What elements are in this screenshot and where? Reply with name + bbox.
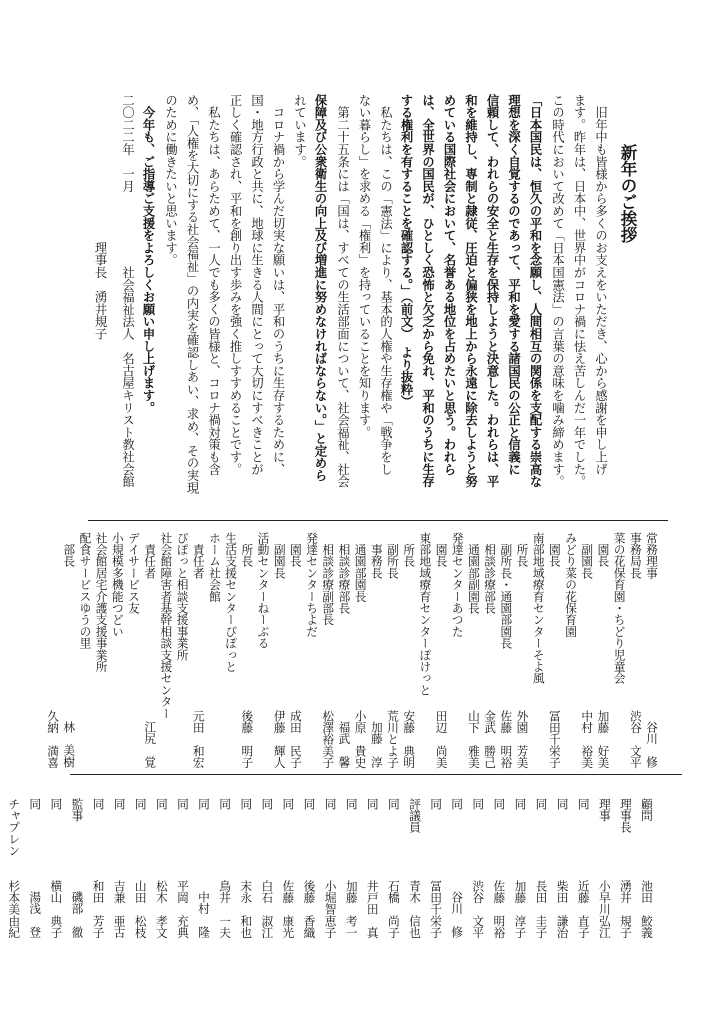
staff-entry bbox=[159, 532, 173, 768]
staff-entry-role: 相談診療部長 bbox=[483, 532, 498, 614]
staff-entry-role: 園長 bbox=[547, 532, 562, 568]
greeting-line: め、「人権を大切にする社会福祉」の内実を確認しあい、求め、その実現 bbox=[185, 94, 199, 494]
board-entry-name: 白石 淑江 bbox=[260, 879, 275, 938]
board-entry-role: 同 bbox=[492, 798, 507, 810]
board-entry bbox=[196, 798, 211, 938]
staff-entry-name: 元田 和宏 bbox=[191, 709, 206, 768]
board-entry-role: 同 bbox=[513, 798, 528, 810]
staff-entry bbox=[466, 532, 480, 768]
board-entry bbox=[512, 798, 527, 938]
board-entry bbox=[6, 798, 21, 938]
staff-entry bbox=[240, 532, 254, 768]
board-entry-role: 監事 bbox=[70, 798, 85, 822]
board-entry bbox=[69, 798, 84, 938]
staff-entry bbox=[304, 532, 318, 768]
greeting-line: 旧年中も皆様から多くのお支えをいただき、心から感謝を申し上げ bbox=[593, 94, 608, 476]
staff-entry bbox=[596, 532, 610, 768]
staff-entry-name: 福武 馨 bbox=[337, 721, 352, 768]
staff-entry-name: 荒川とよ子 bbox=[386, 709, 400, 768]
staff-entry-role: 生活支援センターぴぽっと bbox=[224, 532, 239, 673]
greeting-line: この時代において改めて「日本国憲法」の言葉の意味を噛み締めます。 bbox=[550, 94, 565, 488]
board-entry-role: チャプレン bbox=[7, 798, 22, 857]
staff-entry-name: 加藤 好美 bbox=[596, 709, 611, 768]
board-entry-role: 同 bbox=[302, 798, 317, 810]
greeting-line: 国・地方行政と共に、地球に生きる人間にとって大切にすべきことが bbox=[249, 94, 264, 476]
staff-entry bbox=[580, 532, 594, 768]
staff-entry bbox=[337, 532, 351, 768]
staff-entry-name: 中村 裕美 bbox=[580, 709, 595, 768]
staff-entry bbox=[418, 532, 432, 768]
constitution-quote-line: 「日本国民は、恒久の平和を念願し、人間相互の関係を支配する崇高な bbox=[528, 94, 543, 488]
staff-entry bbox=[288, 532, 302, 768]
board-entry-role: 同 bbox=[175, 798, 190, 810]
staff-entry bbox=[499, 532, 513, 768]
staff-entry-name: 伊藤 輝人 bbox=[272, 709, 287, 768]
greeting-line: 正しく確認され、平和を創り出す歩みを強く推しすすめることです。 bbox=[228, 94, 242, 476]
board-entry-role: 同 bbox=[429, 798, 444, 810]
board-entry-name: 松木 孝文 bbox=[154, 879, 169, 938]
staff-entry-role: 配食サービスゆうの里 bbox=[78, 532, 93, 649]
constitution-quote-line: めている国際社会において、名誉ある地位を占めたいと思う。われら bbox=[442, 94, 457, 476]
greeting-signature bbox=[116, 94, 138, 504]
board-entry-role: 同 bbox=[112, 798, 127, 810]
divider bbox=[88, 520, 668, 521]
staff-entry-role: 事務局長 bbox=[628, 532, 643, 579]
board-entry bbox=[48, 798, 63, 938]
board-entry bbox=[280, 798, 295, 938]
staff-entry bbox=[94, 532, 108, 768]
board-entry bbox=[428, 798, 443, 938]
board-entry-role: 同 bbox=[239, 798, 254, 810]
board-entry-name: 湧井 規子 bbox=[618, 879, 633, 938]
greeting-line: 私たちは、あらためて、一人でも多くの皆様と、コロナ禍対策も含 bbox=[206, 94, 221, 476]
staff-entry-name: 安藤 典明 bbox=[402, 709, 417, 768]
board-entry-role: 理事長 bbox=[618, 798, 633, 834]
staff-entry-role: 小規模多機能つどい bbox=[110, 532, 125, 638]
board-entry-role: 同 bbox=[218, 798, 233, 810]
board-entry bbox=[302, 798, 317, 938]
board-entry bbox=[91, 798, 106, 938]
staff-entry-role: 通園部園長 bbox=[353, 532, 368, 603]
constitution-quote-line: 和を維持し、専制と隷従、圧迫と偏狭を地上から永遠に除去しようと努 bbox=[463, 94, 479, 488]
staff-entry-role: 発達センターちよだ bbox=[305, 532, 320, 638]
board-entry-name: 渋谷 文平 bbox=[471, 879, 486, 938]
board-entry-name: 柴田 謙治 bbox=[555, 879, 570, 938]
constitution-quote-line: は、全世界の国民が、ひとしく恐怖と欠乏から免れ、平和のうちに生存 bbox=[420, 94, 436, 488]
board-entry-name: 小早川弘江 bbox=[597, 879, 612, 938]
board-entry-role: 理事 bbox=[597, 798, 612, 822]
board-entry bbox=[639, 798, 654, 938]
staff-entry-role: 責任者 bbox=[191, 532, 206, 579]
board-entry bbox=[534, 798, 549, 938]
greeting-closing: 今年も、ご指導ご支援をよろしくお願い申し上げます。 bbox=[141, 94, 156, 414]
board-entry bbox=[238, 798, 253, 938]
staff-entry-name: 金武 勝己 bbox=[483, 709, 498, 768]
staff-entry-name: 渋谷 文平 bbox=[628, 709, 643, 768]
greeting-line: れています。 bbox=[292, 94, 307, 168]
board-entry bbox=[470, 798, 485, 938]
board-entry-role: 同 bbox=[197, 798, 212, 810]
staff-entry bbox=[563, 532, 577, 768]
board-entry-name: 佐藤 明裕 bbox=[492, 879, 507, 938]
staff-entry-name: 林 美樹 bbox=[62, 721, 77, 768]
staff-entry-role: 社会館居宅介護支援事業所 bbox=[94, 532, 109, 673]
staff-entry-role: 副所長 bbox=[386, 532, 400, 579]
greeting-line: ます。昨年は、日本中、世界中がコロナ禍に怯え苦しんだ一年でした。 bbox=[572, 94, 586, 488]
staff-entry bbox=[143, 532, 157, 768]
board-entry-role: 同 bbox=[576, 798, 591, 810]
staff-entry-role: 活動センターねーぶる bbox=[256, 532, 271, 649]
staff-entry-role: 副園長 bbox=[580, 532, 595, 579]
board-entry-role: 同 bbox=[323, 798, 338, 810]
staff-entry bbox=[321, 532, 335, 768]
board-entry-name: 近藤 直子 bbox=[576, 879, 591, 938]
staff-entry bbox=[353, 532, 367, 768]
board-entry-name: 杉本美由紀 bbox=[7, 879, 22, 938]
board-entry bbox=[323, 798, 338, 938]
staff-entry bbox=[175, 532, 189, 768]
staff-entry-role: 東部地域療育センターぽけっと bbox=[418, 532, 433, 696]
staff-entry-role: 部長 bbox=[62, 532, 77, 568]
greeting-title: 新年のご挨拶 bbox=[618, 144, 637, 243]
staff-entry bbox=[62, 532, 76, 768]
staff-entry-role: 所長 bbox=[240, 532, 255, 568]
staff-entry-role: みどり菜の花保育園 bbox=[564, 532, 579, 638]
staff-entry-role: 南部地域療育センターそよ風 bbox=[531, 532, 546, 685]
board-entry bbox=[597, 798, 612, 938]
greeting-line: 保障及び公衆衛生の向上及び増進に努めなければならない。」と定めら bbox=[313, 94, 328, 482]
board-entry-role: 顧問 bbox=[640, 798, 654, 822]
board-entry-role: 同 bbox=[344, 798, 359, 810]
staff-entry-role: ホーム社会館 bbox=[207, 532, 222, 603]
staff-entry-role: 所長 bbox=[515, 532, 530, 568]
staff-entry bbox=[402, 532, 416, 768]
board-entry-name: 末永 和也 bbox=[239, 879, 254, 938]
board-entry-name: 加藤 考一 bbox=[344, 879, 359, 938]
board-entry-role: 同 bbox=[49, 798, 64, 810]
staff-entry-role: 園長 bbox=[596, 532, 611, 568]
board-entry bbox=[27, 798, 42, 938]
board-entry-name: 中村 隆 bbox=[197, 891, 212, 938]
greeting-line: 私たちは、この「憲法」により、基本的人権や生存権や「戦争をし bbox=[378, 94, 393, 476]
new-year-greeting bbox=[78, 94, 638, 504]
board-entry-name: 青木 信也 bbox=[407, 879, 422, 938]
staff-entry-role: 社会館障害者基幹相談支援センター bbox=[159, 532, 174, 720]
greeting-line: ない暮らし」を求める「権利」を持っていることを知ります。 bbox=[357, 94, 371, 439]
staff-entry-name: 久納 満喜 bbox=[46, 709, 61, 768]
staff-entry-role: 常務理事 bbox=[645, 532, 659, 579]
board-entry-name: 佐藤 康光 bbox=[281, 879, 296, 938]
board-entry-role: 評議員 bbox=[407, 798, 422, 834]
staff-entry bbox=[612, 532, 626, 768]
constitution-quote-line: 理想を深く自覚するのであって、平和を愛する諸国民の公正と信義に bbox=[506, 94, 522, 476]
staff-entry bbox=[434, 532, 448, 768]
board-entry bbox=[555, 798, 570, 938]
staff-entry-name: 後藤 明子 bbox=[240, 709, 255, 768]
board-entry-name: 横山 典子 bbox=[49, 879, 64, 938]
staff-entry-name: 佐藤 明裕 bbox=[499, 709, 514, 768]
board-entry-role: 同 bbox=[281, 798, 296, 810]
constitution-quote-line: する権利を有することを確認する。」（前文） より抜粋） bbox=[399, 94, 414, 408]
staff-entry bbox=[272, 532, 286, 768]
board-entry bbox=[133, 798, 148, 938]
board-entry-name: 平岡 充典 bbox=[175, 879, 190, 938]
staff-entry-name: 谷川 修 bbox=[645, 721, 659, 768]
board-entry-role: 同 bbox=[386, 798, 401, 810]
board-entry bbox=[175, 798, 190, 938]
staff-entry-name: 冨田千栄子 bbox=[547, 709, 562, 768]
board-entry-name: 磯部 徹 bbox=[70, 891, 85, 938]
board-entry bbox=[344, 798, 359, 938]
board-entry-role: 同 bbox=[450, 798, 465, 810]
staff-entry-role: 相談診療部長 bbox=[337, 532, 352, 614]
constitution-quote-line: 信頼して、われらの安全と生存を保持しようと決意した。われらは、平 bbox=[485, 94, 500, 488]
greeting-signer: 理事長 湧井規子 bbox=[93, 94, 107, 340]
staff-entry-role: ぴぽっと相談支援事業所 bbox=[175, 532, 190, 661]
board-entry bbox=[259, 798, 274, 938]
staff-entry bbox=[531, 532, 545, 768]
staff-entry bbox=[450, 532, 464, 768]
staff-entry-name: 加藤 淳 bbox=[369, 721, 384, 768]
staff-directory bbox=[46, 532, 659, 768]
board-entry-name: 加藤 淳子 bbox=[513, 879, 528, 938]
board-entry bbox=[386, 798, 401, 938]
staff-entry-name: 松澤裕美子 bbox=[321, 709, 336, 768]
board-entry-role: 同 bbox=[471, 798, 486, 810]
board-entry-role: 同 bbox=[365, 798, 380, 810]
board-entry bbox=[365, 798, 380, 938]
board-entry bbox=[449, 798, 464, 938]
staff-entry bbox=[483, 532, 497, 768]
staff-entry-name: 田辺 尚美 bbox=[434, 709, 449, 768]
staff-entry-name: 山下 雅美 bbox=[466, 709, 481, 768]
board-entry-role: 同 bbox=[260, 798, 275, 810]
staff-entry bbox=[256, 532, 270, 768]
board-entry-name: 長田 圭子 bbox=[534, 879, 549, 938]
staff-entry-role: デイサービス友 bbox=[127, 532, 141, 614]
greeting-line: コロナ禍から学んだ切実な願いは、平和のうちに生存するために、 bbox=[271, 94, 285, 476]
staff-entry-role: 発達センターあつた bbox=[450, 532, 465, 638]
staff-entry-role: 園長 bbox=[288, 532, 303, 568]
staff-entry-name: 江尻 覚 bbox=[143, 721, 158, 768]
board-entry-name: 吉兼 亜古 bbox=[112, 879, 127, 938]
board-entry-name: 山田 松枝 bbox=[133, 879, 148, 938]
staff-entry bbox=[515, 532, 529, 768]
board-entry-role: 同 bbox=[534, 798, 549, 810]
board-entry-role: 同 bbox=[555, 798, 570, 810]
staff-entry-role: 事務長 bbox=[369, 532, 384, 579]
staff-entry bbox=[628, 532, 642, 768]
greeting-date: 二〇二二年 一月 bbox=[120, 94, 135, 193]
staff-entry-name: 小原 貴史 bbox=[353, 709, 368, 768]
board-entry-role: 同 bbox=[28, 798, 43, 810]
staff-entry bbox=[385, 532, 399, 768]
greeting-line: のために働きたいと思います。 bbox=[163, 94, 178, 267]
board-entry-role: 同 bbox=[91, 798, 106, 810]
greeting-line: 第二十五条には「国は、すべての生活部面について、社会福祉、社会 bbox=[335, 94, 350, 488]
staff-entry bbox=[369, 532, 383, 768]
staff-entry bbox=[45, 532, 59, 768]
board-entry-name: 池田 鮫義 bbox=[640, 879, 654, 938]
staff-entry-role: 所長 bbox=[402, 532, 417, 568]
staff-entry-role: 菜の花保育園・ちどり児童会 bbox=[612, 532, 627, 685]
board-entry bbox=[491, 798, 506, 938]
board-entry bbox=[112, 798, 127, 938]
staff-entry-role: 通園部副園長 bbox=[466, 532, 481, 614]
staff-entry bbox=[224, 532, 238, 768]
board-entry bbox=[576, 798, 591, 938]
staff-entry bbox=[547, 532, 561, 768]
organization-name: 社会福祉法人 名古屋キリスト教社会館 bbox=[120, 192, 135, 488]
staff-entry-role: 相談診療副部長 bbox=[321, 532, 336, 626]
board-entry-name: 冨田千栄子 bbox=[429, 879, 444, 938]
board-entry-name: 湯浅 登 bbox=[28, 891, 43, 938]
board-entry-name: 井戸田 真 bbox=[365, 879, 380, 938]
board-entry-name: 小堀智恵子 bbox=[323, 879, 338, 938]
staff-entry bbox=[78, 532, 92, 768]
board-entry-name: 後藤 香織 bbox=[302, 879, 317, 938]
staff-entry bbox=[126, 532, 140, 768]
staff-entry-name: 外園 芳美 bbox=[515, 709, 530, 768]
staff-entry-role: 責任者 bbox=[143, 532, 158, 579]
staff-entry-role: 副園長 bbox=[272, 532, 287, 579]
board-entry bbox=[217, 798, 232, 938]
board-entry bbox=[154, 798, 169, 938]
board-entry bbox=[407, 798, 422, 938]
staff-entry bbox=[207, 532, 221, 768]
board-members bbox=[7, 798, 654, 938]
staff-entry-role: 園長 bbox=[434, 532, 449, 568]
board-entry-name: 鳥井 一夫 bbox=[218, 879, 233, 938]
staff-entry bbox=[110, 532, 124, 768]
board-entry bbox=[618, 798, 633, 938]
board-entry-name: 谷川 修 bbox=[450, 891, 465, 938]
divider bbox=[70, 774, 682, 775]
staff-entry bbox=[191, 532, 205, 768]
board-entry-name: 和田 芳子 bbox=[91, 879, 106, 938]
staff-entry-name: 成田 民子 bbox=[288, 709, 303, 768]
staff-entry bbox=[644, 532, 658, 768]
board-entry-role: 同 bbox=[154, 798, 169, 810]
board-entry-name: 石橋 尚子 bbox=[386, 879, 401, 938]
board-entry-role: 同 bbox=[133, 798, 148, 810]
staff-entry-role: 副所長・通園部園長 bbox=[499, 532, 514, 649]
